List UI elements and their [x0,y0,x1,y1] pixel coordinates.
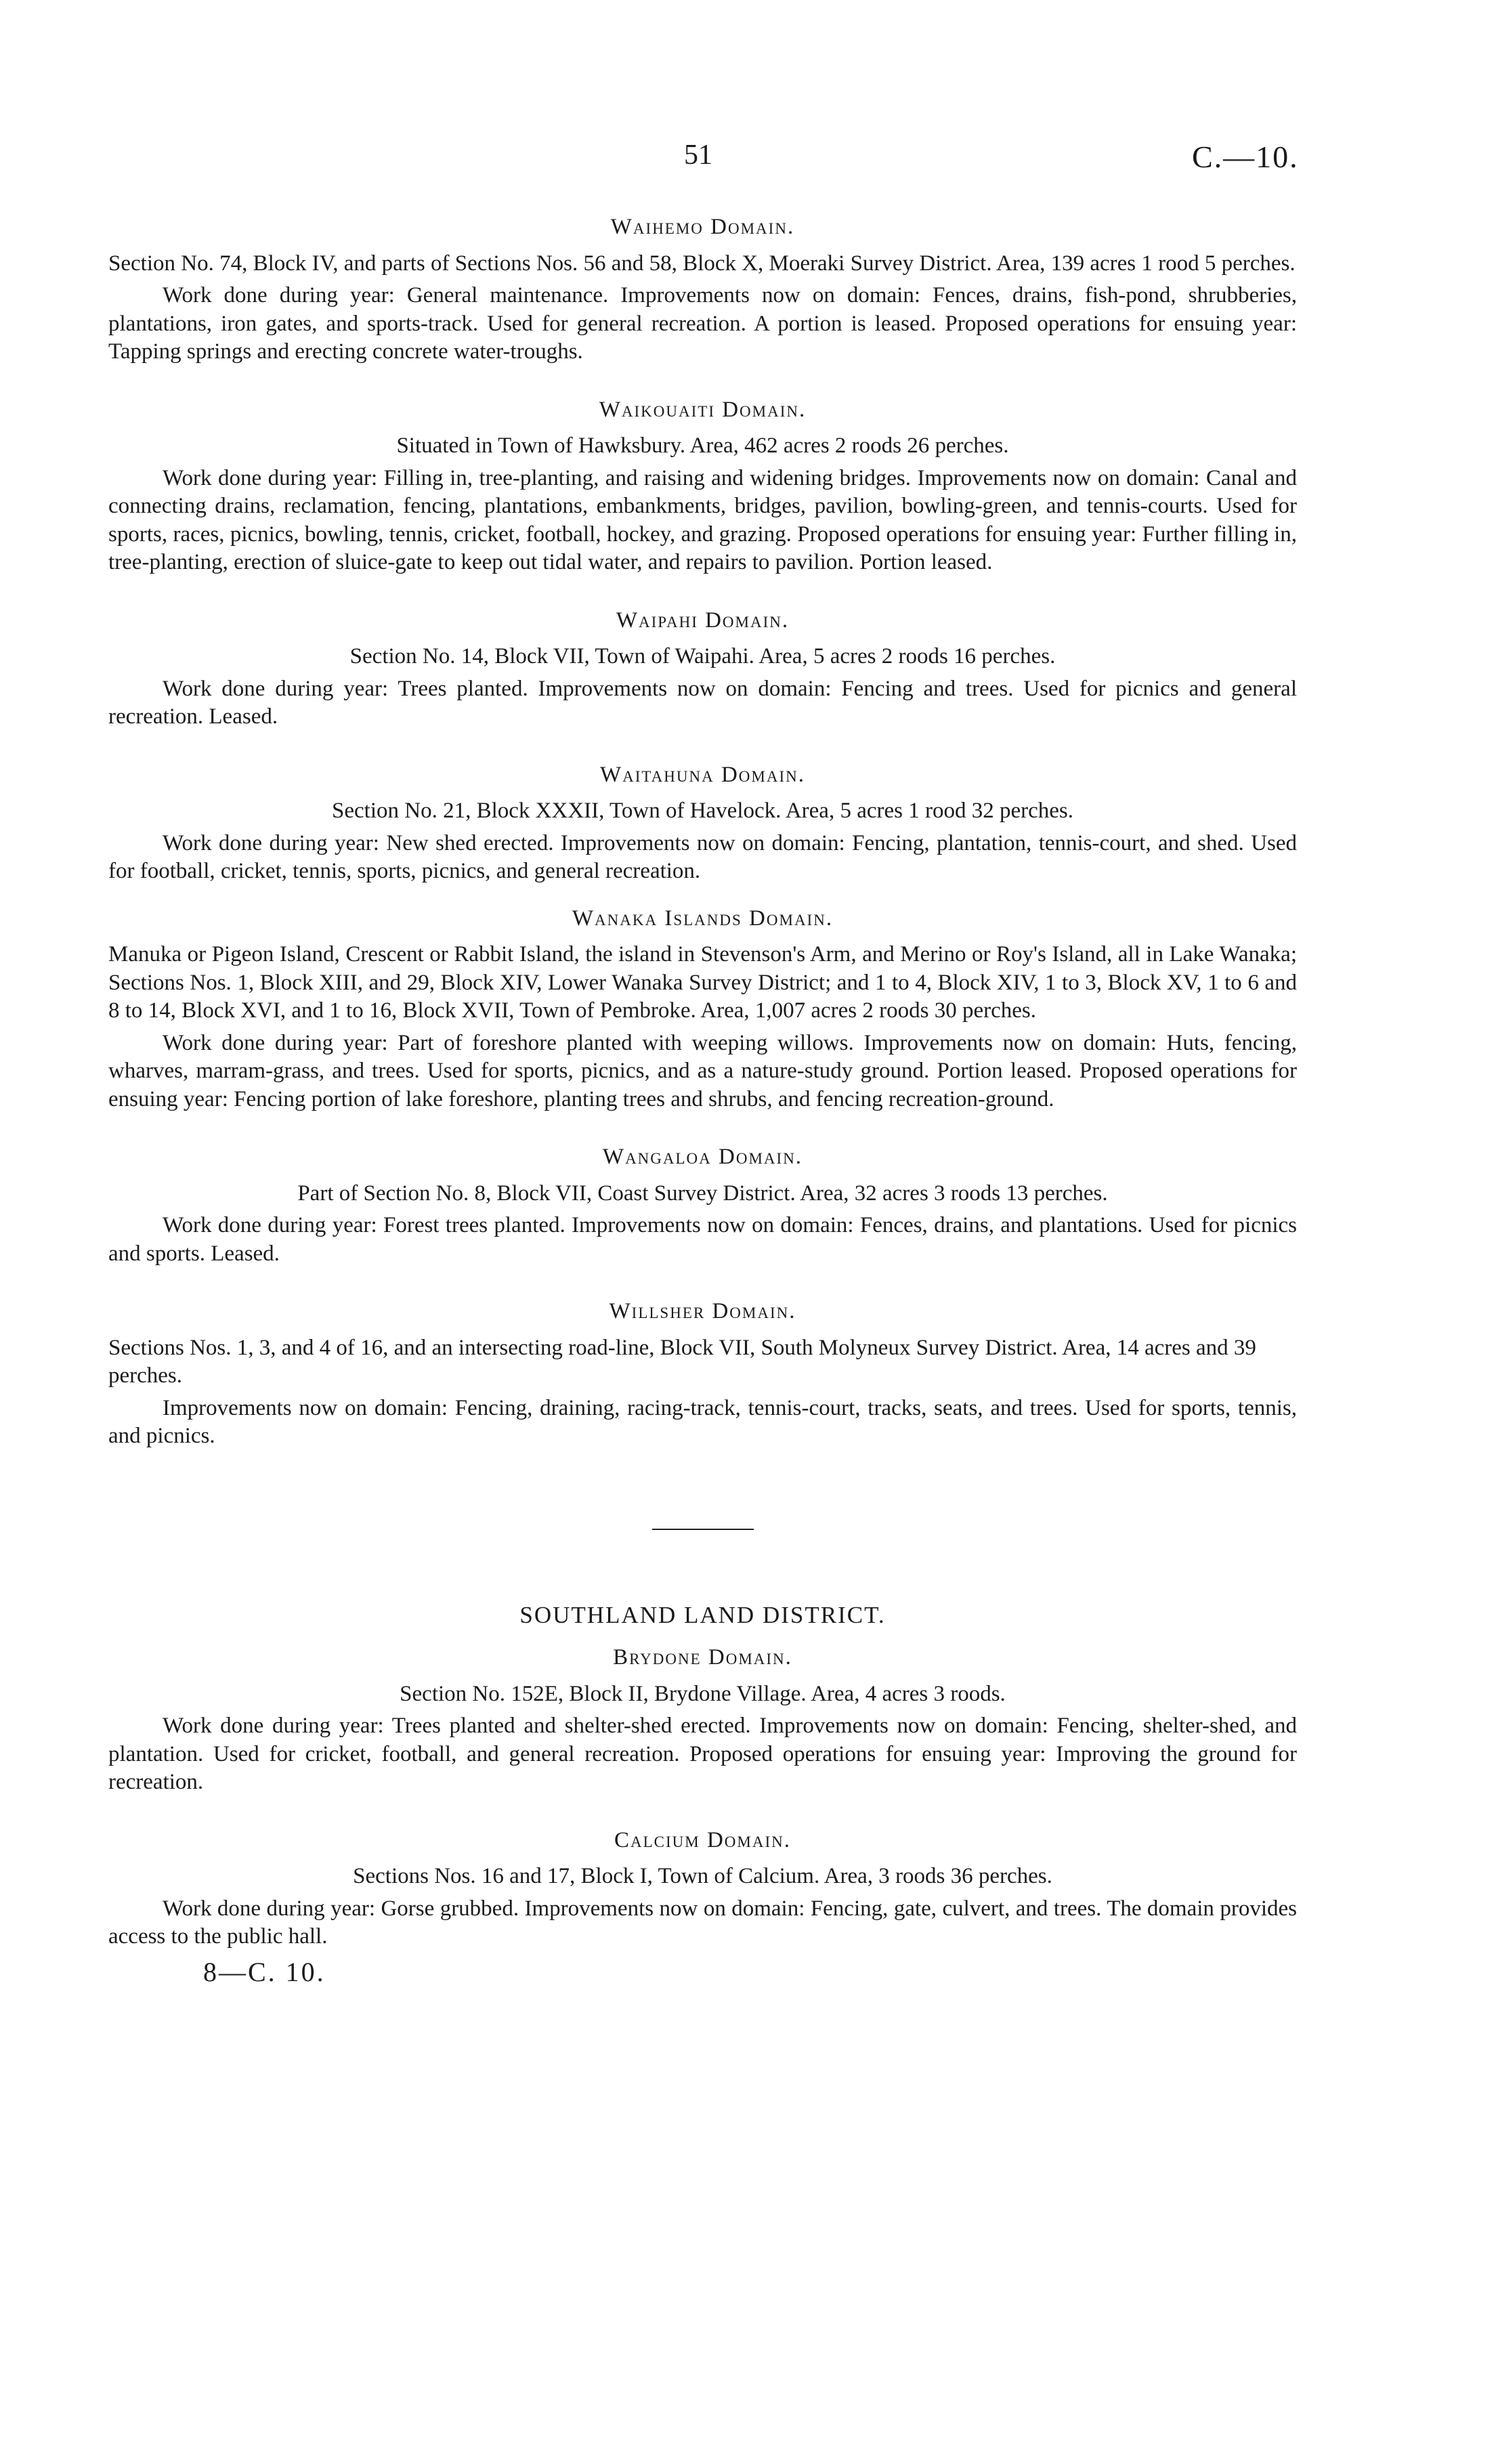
domain-description: Section No. 14, Block VII, Town of Waipahi. Area, 5 acres 2 roods 16 perches. [349,644,1056,668]
page-number: 51 [684,140,712,171]
domain-body: Work done during year: Gorse grubbed. Improvements now on domain: Fencing, gate, culvert, and trees. The domain provides access to the public hall. [108,1896,1297,1949]
domain-body: Work done during year: Trees planted and shelter-shed erected. Improvements now on domain: Fencing, shelter-shed, and plantation. Used for cricket, football, and general recreation. Proposed operations for ensuing year: Improving the ground for recreation. [108,1714,1297,1794]
domain-section-waikouaiti [108,396,1297,577]
domain-section-wangaloa [108,1143,1297,1268]
domain-title: Waipahi Domain. [616,608,790,633]
domain-section-waihemo [108,213,1297,366]
document-reference: C.—10. [1192,140,1299,174]
domain-section-waitahuna [108,761,1297,886]
district-heading: SOUTHLAND LAND DISTRICT. [519,1601,886,1628]
domain-body: Work done during year: New shed erected. Improvements now on domain: Fencing, plantation, tennis-court, and shed. Used for football, cricket, tennis, sports, picnics, and general recreation. [108,830,1297,883]
domain-description: Part of Section No. 8, Block VII, Coast Survey District. Area, 32 acres 3 roods 13 perches. [297,1181,1108,1206]
domain-body: Work done during year: Part of foreshore planted with weeping willows. Improvements now on domain: Huts, fencing, wharves, marram-grass, and trees. Used for sports, picnics, and as a nature-study ground. Portion leased. Proposed operations for ensuing year: Fencing portion of lake foreshore, planting trees and shrubs, and fencing recreation-ground. [108,1030,1297,1111]
domain-description: Section No. 152E, Block II, Brydone Village. Area, 4 acres 3 roods. [400,1681,1006,1706]
domain-section-wanaka-islands [108,905,1297,1114]
domain-body: Work done during year: Forest trees planted. Improvements now on domain: Fences, drains, and plantations. Used for picnics and sports. Leased. [108,1213,1297,1266]
domain-description: Situated in Town of Hawksbury. Area, 462 acres 2 roods 26 perches. [396,433,1009,458]
domain-title: Waihemo Domain. [610,215,795,239]
domain-section-waipahi [108,607,1297,731]
domain-description: Sections Nos. 1, 3, and 4 of 16, and an intersecting road-line, Block VII, South Molyneux Survey District. Area, 14 acres and 39 perches. [108,1335,1256,1388]
domain-title: Willsher Domain. [609,1299,796,1323]
domain-section-calcium [108,1827,1297,1951]
domain-body: Improvements now on domain: Fencing, draining, racing-track, tennis-court, tracks, seats, and trees. Used for sports, tennis, and picnics. [108,1395,1297,1448]
page-content [108,213,1297,1986]
domain-title: Brydone Domain. [613,1645,792,1670]
signature-mark: 8—C. 10. [203,1956,326,1987]
domain-body: Work done during year: General maintenance. Improvements now on domain: Fences, drains, fish-pond, shrubberies, plantations, iron gates, and sports-track. Used for general recreation. A portion is leased. Proposed operations for ensuing year: Tapping springs and erecting concrete water-troughs. [108,283,1297,364]
domain-title: Wanaka Islands Domain. [572,906,834,931]
domain-title: Waitahuna Domain. [600,762,805,787]
domain-title: Waikouaiti Domain. [599,397,807,422]
domain-description: Manuka or Pigeon Island, Crescent or Rabbit Island, the island in Stevenson's Arm, and Merino or Roy's Island, all in Lake Wanaka; Sections Nos. 1, Block XIII, and 29, Block XIV, Lower Wanaka Survey District; and 1 to 4, Block XIV, 1 to 3, Block XV, 1 to 6 and 8 to 14, Block XVI, and 1 to 16, Block XVII, Town of Pembroke. Area, 1,007 acres 2 roods 30 perches. [108,942,1297,1023]
domain-title: Calcium Domain. [614,1827,791,1852]
domain-title: Wangaloa Domain. [602,1145,803,1169]
domain-description: Section No. 74, Block IV, and parts of Sections Nos. 56 and 58, Block X, Moeraki Survey District. Area, 139 acres 1 rood 5 perches. [108,251,1296,276]
domain-description: Sections Nos. 16 and 17, Block I, Town of Calcium. Area, 3 roods 36 perches. [353,1864,1052,1888]
domain-description: Section No. 21, Block XXXII, Town of Havelock. Area, 5 acres 1 rood 32 perches. [332,799,1073,823]
domain-section-brydone [108,1644,1297,1797]
domain-body: Work done during year: Trees planted. Improvements now on domain: Fencing and trees. Used for picnics and general recreation. Leased. [108,676,1297,729]
domain-section-willsher [108,1298,1297,1451]
domain-body: Work done during year: Filling in, tree-planting, and raising and widening bridges. Improvements now on domain: Canal and connecting drains, reclamation, fencing, plantations, embankments, bridges, pavilion, bowling-green, and tennis-courts. Used for sports, races, picnics, bowling, tennis, cricket, football, hockey, and grazing. Proposed operations for ensuing year: Further filling in, tree-planting, erection of sluice-gate to keep out tidal water, and repairs to pavilion. Portion leased. [108,465,1297,574]
